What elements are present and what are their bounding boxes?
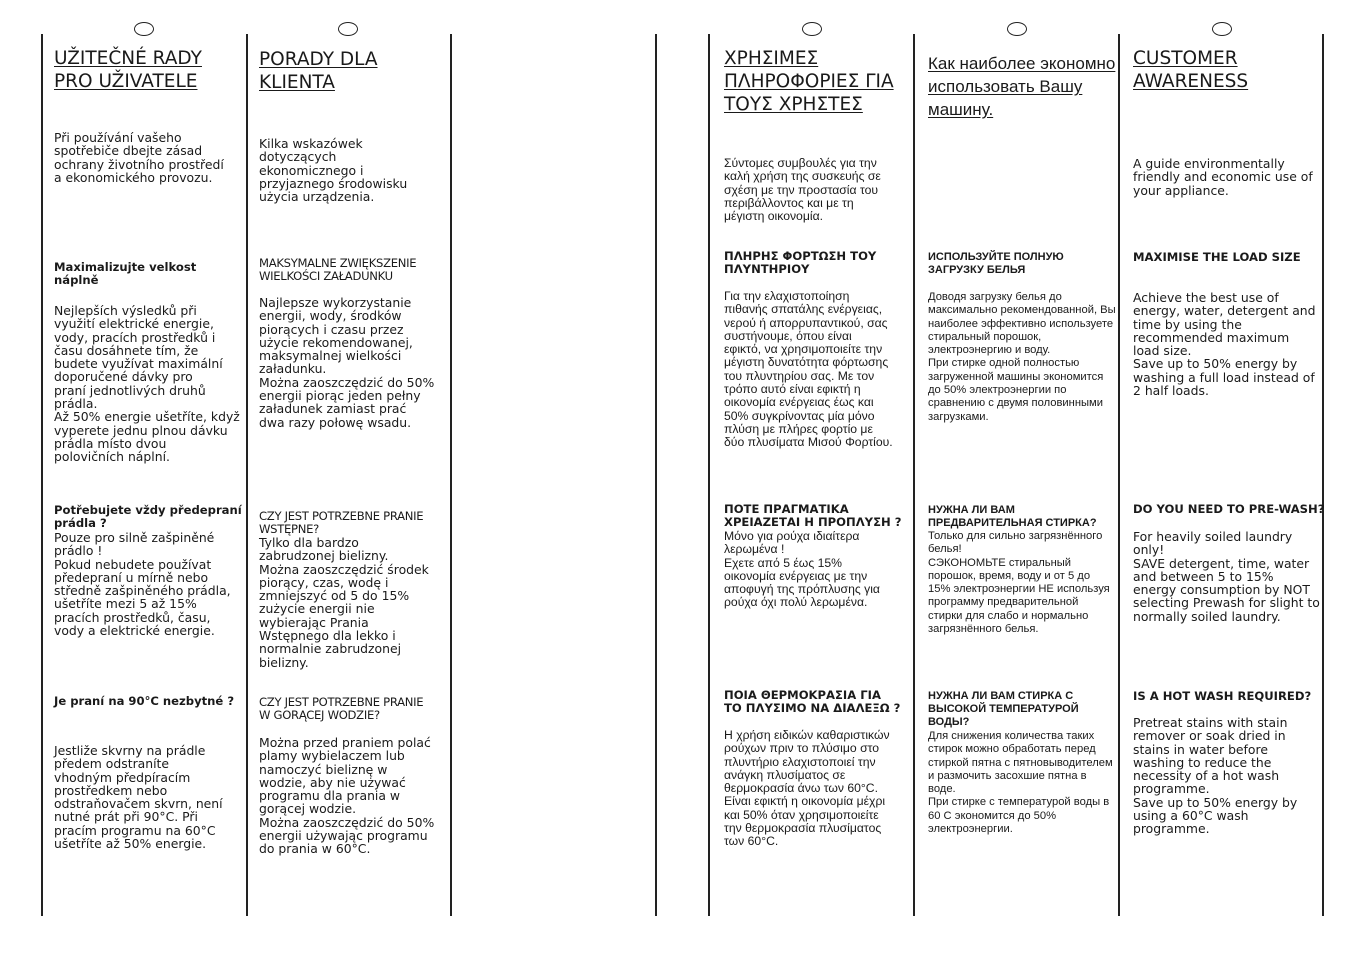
tip-body: Najlepsze wykorzystanie energii, wody, środków piorących i czasu przez użycie rekomendowanej, maksymalnej wielkości załadunku. Można zaoszczędzić do 50% energii piorąc jeden pełny załadunek zamiast prać dwa razy połowę wsadu.	[259, 295, 435, 430]
column-divider	[655, 34, 657, 916]
section-title: UŽITEČNÉ RADY PRO UŽIVATELE	[54, 48, 202, 92]
intro-text: Při používání vašeho spotřebiče dbejte zásad ochrany životního prostředí a ekonomického provozu.	[54, 130, 224, 185]
tip-body: Для снижения количества таких стирок можно обработать перед стиркой пятна с пятновыводителем и размочить засохшие пятна в воде. При стирке с температурой воды в 60 С экономится до 50% электроэнергии.	[928, 730, 1113, 836]
tip-heading: Potřebujete vždy předepraní prádla ?	[54, 503, 242, 530]
tip-heading: ΠΛΗΡΗΣ ΦΟΡΤΩΣΗ ΤΟΥ ΠΛΥΝΤΗΡΙΟΥ	[724, 249, 877, 276]
tip-heading: MAXIMISE THE LOAD SIZE	[1133, 250, 1301, 264]
tip-body: Pouze pro silně zašpiněné prádlo ! Pokud nebudete používat předepraní u mírně nebo středně zašpiněného prádla, ušetříte mezi 5 až 15% pracích prostředků, času, vody a elektrické energie.	[54, 530, 231, 639]
section-title: PORADY DLA KLIENTA	[259, 49, 378, 93]
tip-heading: Maximalizujte velkost náplně	[54, 260, 197, 287]
column-divider	[246, 34, 248, 916]
section-title: CUSTOMER AWARENESS	[1133, 48, 1249, 92]
tip-body: Только для сильно загрязнённого белья! СЭКОНОМЬТЕ стиральный порошок, время, воду и от 5 до 15% электроэнергии НЕ используя программу предварительной стирки для слабо и нормально загрязнённого белья.	[928, 530, 1110, 636]
section-title: Как наиболее экономно использовать Вашу машину.	[928, 54, 1116, 119]
tip-heading: IS A HOT WASH REQUIRED?	[1133, 689, 1312, 703]
tip-body: Tylko dla bardzo zabrudzonej bielizny. Można zaoszczędzić środek piorący, czas, wodę i zmniejszyć od 5 do 15% zużycie energii nie wybierając Prania Wstępnego dla lekko i normalnie zabrudzonej bielizny.	[259, 535, 429, 670]
tip-heading: НУЖНА ЛИ ВАМ СТИРКА С ВЫСОКОЙ ТЕМПЕРАТУРОЙ ВОДЫ?	[928, 690, 1079, 728]
column-divider	[708, 34, 710, 916]
tip-heading: НУЖНА ЛИ ВАМ ПРЕДВАРИТЕЛЬНАЯ СТИРКА?	[928, 504, 1097, 529]
tip-body: Nejlepších výsledků při využití elektrické energie, vody, pracích prostředků i času dosáhnete tím, že budete využívat maximální doporučené dávky pro praní jednotlivých druhů prádla. Až 50% energie ušetříte, když vyperete jednu plnou dávku prádla místo dvou polovičních náplní.	[54, 303, 240, 465]
tip-body: Η χρήση ειδικών καθαριστικών ρούχων πριν το πλύσιμο στο πλυντήριο ελαχιστοποιεί την ανάγκη πλυσίματος σε θερμοκρασία άνω των 60°C. Είναι εφικτή η οικονομία μέχρι και 50% όταν χρησιμοποιείτε την θερμοκρασία πλυσίματος των 60°C.	[724, 728, 890, 849]
tip-heading: ΠΟΙΑ ΘΕΡΜΟΚΡΑΣΙΑ ΓΙΑ ΤΟ ΠΛΥΣΙΜΟ ΝΑ ΔΙΑΛΕΞΩ ?	[724, 688, 901, 715]
tip-heading: CZY JEST POTRZEBNE PRANIE W GORĄCEJ WODZIE?	[259, 695, 424, 722]
binder-hole-icon	[134, 22, 154, 36]
tip-heading: Je praní na 90°C nezbytné ?	[54, 694, 235, 708]
tip-body: Για την ελαχιστοποίηση πιθανής σπατάλης ενέργειας, νερού ή απορρυπαντικού, σας συστήνουμε, όπου είναι εφικτό, να χρησιμοποιείτε την μέγιστη δυνατότητα φόρτωσης του πλυντηρίου σας. Με τον τρόπο αυτό είναι εφικτή η οικονομία ενέργειας έως και 50% συγκρίνοντας μία μόνο πλύση με πλήρες φορτίο με δύο πλυσίματα Μισού Φορτίου.	[724, 289, 893, 450]
binder-hole-icon	[338, 22, 358, 36]
binder-hole-icon	[802, 22, 822, 36]
tip-body: Pretreat stains with stain remover or soak dried in stains in water before washing to reduce the necessity of a hot wash programme. Save up to 50% energy by using a 60°C wash programme.	[1133, 715, 1298, 837]
intro-text: A guide environmentally friendly and economic use of your appliance.	[1133, 156, 1313, 198]
tip-body: Można przed praniem polać plamy wybielaczem lub namoczyć bieliznę w wodzie, aby nie używać programu dla prania w gorącej wodzie. Można zaoszczędzić do 50% energii używając programu do prania w 60°C.	[259, 735, 435, 857]
tip-heading: DO YOU NEED TO PRE-WASH?	[1133, 502, 1325, 516]
column-divider	[41, 34, 43, 916]
binder-hole-icon	[1007, 22, 1027, 36]
column-divider	[450, 34, 452, 916]
tip-heading: ИСПОЛЬЗУЙТЕ ПОЛНУЮ ЗАГРУЗКУ БЕЛЬЯ	[928, 251, 1064, 276]
tip-body: Jestliže skvrny na prádle předem odstraníte vhodným předpíracím prostředkem nebo odstraňovačem skvrn, není nutné prát při 90°C. Při pracím programu na 60°C ušetříte až 50% energie.	[54, 743, 223, 852]
tip-heading: CZY JEST POTRZEBNE PRANIE WSTĘPNE?	[259, 509, 424, 536]
tip-body: For heavily soiled laundry only! SAVE detergent, time, water and between 5 to 15% energy consumption by NOT selecting Prewash for slight to normally soiled laundry.	[1133, 529, 1320, 624]
tip-body: Доводя загрузку белья до максимально рекомендованной, Вы наиболее эффективно используете стиральный порошок, электроэнергию и воду. При стирке одной полностью загруженной машины экономится до 50% электроэнергии по сравнению с двумя половинными загрузками.	[928, 291, 1116, 423]
intro-text: Σύντομες συμβουλές για την καλή χρήση της συσκευής σε σχέση με την προστασία του περιβάλλοντος και με τη μέγιστη οικονομία.	[724, 156, 881, 224]
section-title: ΧΡΗΣΙΜΕΣ ΠΛΗΡΟΦΟΡΙΕΣ ΓΙΑ ΤΟΥΣ ΧΡΗΣΤΕΣ	[724, 48, 894, 115]
tip-body: Μόνο για ρούχα ιδιαίτερα λερωμένα ! Εχετε από 5 έως 15% οικονομία ενέργειας με την αποφυγή της πρόπλυσης για ρούχα όχι πολύ λερωμένα.	[724, 529, 880, 610]
intro-text: Kilka wskazówek dotyczących ekonomicznego i przyjaznego środowisku użycia urządzenia.	[259, 136, 408, 205]
tip-heading: MAKSYMALNE ZWIĘKSZENIE WIELKOŚCI ZAŁADUNKU	[259, 256, 417, 283]
binder-hole-icon	[1212, 22, 1232, 36]
column-divider	[1118, 34, 1120, 916]
column-divider	[1322, 34, 1324, 916]
tip-heading: ΠΟΤΕ ΠΡΑΓΜΑΤΙΚΑ ΧΡΕΙΑΖΕΤΑΙ Η ΠΡΟΠΛΥΣΗ ?	[724, 502, 902, 529]
column-divider	[913, 34, 915, 916]
tip-body: Achieve the best use of energy, water, detergent and time by using the recommended maximum load size. Save up to 50% energy by washing a full load instead of 2 half loads.	[1133, 290, 1316, 399]
